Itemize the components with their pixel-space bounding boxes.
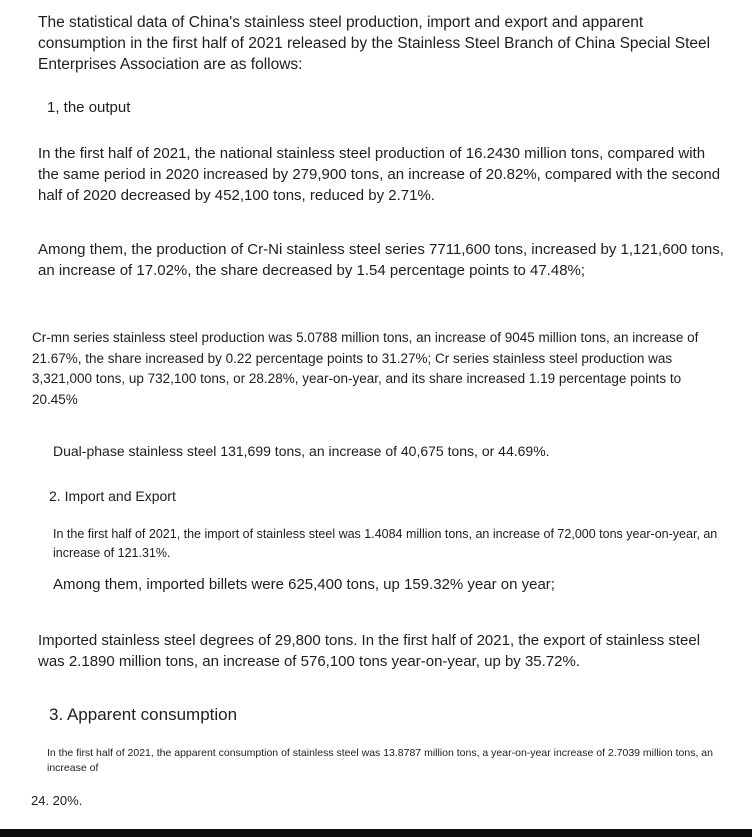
intro-paragraph: The statistical data of China's stainless steel production, import and export and apparent consumption in the first half of 2021 released by the Stainless Steel Branch of China Special Steel Enterprises Association are as follows: xyxy=(38,14,711,73)
bottom-border xyxy=(0,829,752,837)
cr-ni-paragraph: Among them, the production of Cr-Ni stainless steel series 7711,600 tons, increased by 1,121,600 tons, an increase of 17.02%, the share decreased by 1.54 percentage points to 47.48%; xyxy=(38,241,724,279)
cr-mn-paragraph: Cr-mn series stainless steel production was 5.0788 million tons, an increase of 9045 million tons, an increase of 21.67%, the share increased by 0.22 percentage points to 31.27%; Cr series stainless steel production was 3,321,000 tons, up 732,100 tons, or 28.28%, year-on-year, and its share increased 1.19 percentage points to 20.45% xyxy=(32,330,699,407)
dual-phase-paragraph: Dual-phase stainless steel 131,699 tons, an increase of 40,675 tons, or 44.69%. xyxy=(53,443,550,459)
imported-billets-paragraph: Among them, imported billets were 625,400 tons, up 159.32% year on year; xyxy=(53,576,555,593)
export-paragraph: Imported stainless steel degrees of 29,800 tons. In the first half of 2021, the export of stainless steel was 2.1890 million tons, an increase of 576,100 tons year-on-year, up by 35.72%. xyxy=(38,632,701,670)
section-heading-import-export: 2. Import and Export xyxy=(49,488,176,504)
consumption-paragraph: In the first half of 2021, the apparent consumption of stainless steel was 13.8787 million tons, a year-on-year increase of 2.7039 million tons, an increase of xyxy=(47,747,713,774)
consumption-percent: 24. 20%. xyxy=(31,793,83,808)
section-heading-output: 1, the output xyxy=(47,99,131,116)
section-heading-consumption: 3. Apparent consumption xyxy=(49,705,238,724)
output-total-paragraph: In the first half of 2021, the national stainless steel production of 16.2430 million tons, compared with the same period in 2020 increased by 279,900 tons, an increase of 20.82%, compared with the second half of 2020 decreased by 452,100 tons, reduced by 2.71%. xyxy=(38,145,721,204)
import-paragraph: In the first half of 2021, the import of stainless steel was 1.4084 million tons, an increase of 72,000 tons year-on-year, an increase of 121.31%. xyxy=(53,527,718,560)
